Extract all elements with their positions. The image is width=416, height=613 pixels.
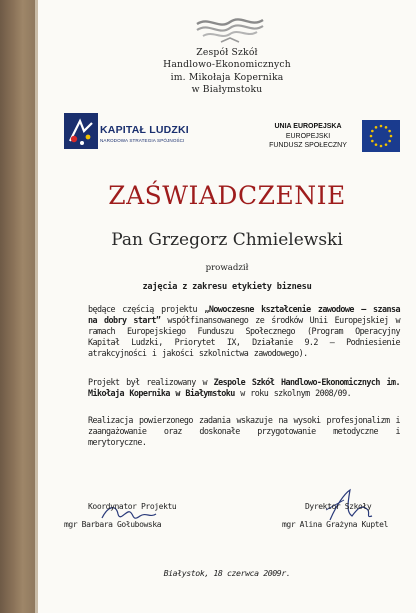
realization-school: Zespole Szkół Handlowo-Ekonomicznych im. Mikołaja Kopernika w Białymstoku — [88, 377, 401, 399]
assessment-paragraph: Realizacja powierzonego zadania wskazuje na wysoki profesjonalizm i zaangażowanie oraz doskonałe przygotowanie metodyczne i merytoryczne. — [88, 415, 400, 448]
eu-fund-label — [258, 122, 358, 151]
school-line-2: Handlowo-Ekonomicznych — [163, 59, 291, 71]
eu-star — [371, 130, 374, 133]
eu-star — [390, 135, 393, 138]
school-crest-icon — [193, 12, 267, 48]
eu-star — [371, 140, 374, 143]
project-funding: współfinansowanego ze środków Unii Europejskiej w ramach Europejskiego Funduszu Społecznego (Program Operacyjny Kapitał Ludzki, Priorytet IX, Działanie 9.2 – Podniesienie atrakcyjności i jakości szkolnictwa zawodowego). — [88, 315, 400, 359]
eu-star — [375, 126, 378, 129]
school-line-1: Zespół Szkół — [196, 47, 258, 58]
project-paragraph — [88, 304, 400, 359]
eu-star — [388, 130, 391, 133]
recipient-name: Pan Grzegorz Chmielewski — [111, 230, 343, 250]
activity-subject: zajęcia z zakresu etykiety biznesu — [142, 282, 312, 292]
eu-flag-icon — [362, 120, 400, 152]
kapital-ludzki-title: KAPITAŁ LUDZKI — [100, 124, 189, 136]
school-line-4: w Białymstoku — [191, 84, 263, 96]
director-name: mgr Alina Grażyna Kuptel — [282, 520, 388, 529]
eu-star — [388, 140, 391, 143]
activity-verb: prowadził — [205, 263, 249, 273]
project-title: „Nowoczesne kształcenie zawodowe – szansa na dobry start” — [88, 304, 400, 326]
eu-line-2: EUROPEJSKI — [285, 132, 331, 140]
eu-star — [375, 143, 378, 146]
eu-star — [380, 125, 383, 128]
school-name — [38, 47, 416, 97]
kapital-ludzki-subtitle: NARODOWA STRATEGIA SPÓJNOŚCI — [100, 138, 185, 143]
coordinator-role: Koordynator Projektu — [88, 502, 177, 511]
realization-year: w roku szkolnym 2008/09. — [234, 388, 352, 399]
eu-line-3: FUNDUSZ SPOŁECZNY — [269, 142, 347, 150]
certificate-title: ZAŚWIADCZENIE — [108, 181, 346, 210]
project-intro: będące częścią projektu — [88, 304, 205, 314]
coordinator-name: mgr Barbara Gołubowska — [64, 520, 162, 529]
eu-star — [385, 126, 388, 129]
realization-intro: Projekt był realizowany w — [88, 377, 214, 387]
school-line-3: im. Mikołaja Kopernika — [170, 71, 284, 83]
eu-line-1: UNIA EUROPEJSKA — [274, 123, 342, 130]
eu-star — [380, 145, 383, 148]
binder-spine — [0, 0, 38, 613]
eu-star — [385, 143, 388, 146]
realization-paragraph — [88, 377, 400, 399]
kapital-ludzki-logo-icon — [64, 113, 98, 149]
director-role: Dyrektor Szkoły — [305, 502, 372, 511]
eu-star — [370, 135, 373, 138]
place-date: Białystok, 18 czerwca 2009r. — [163, 568, 291, 578]
